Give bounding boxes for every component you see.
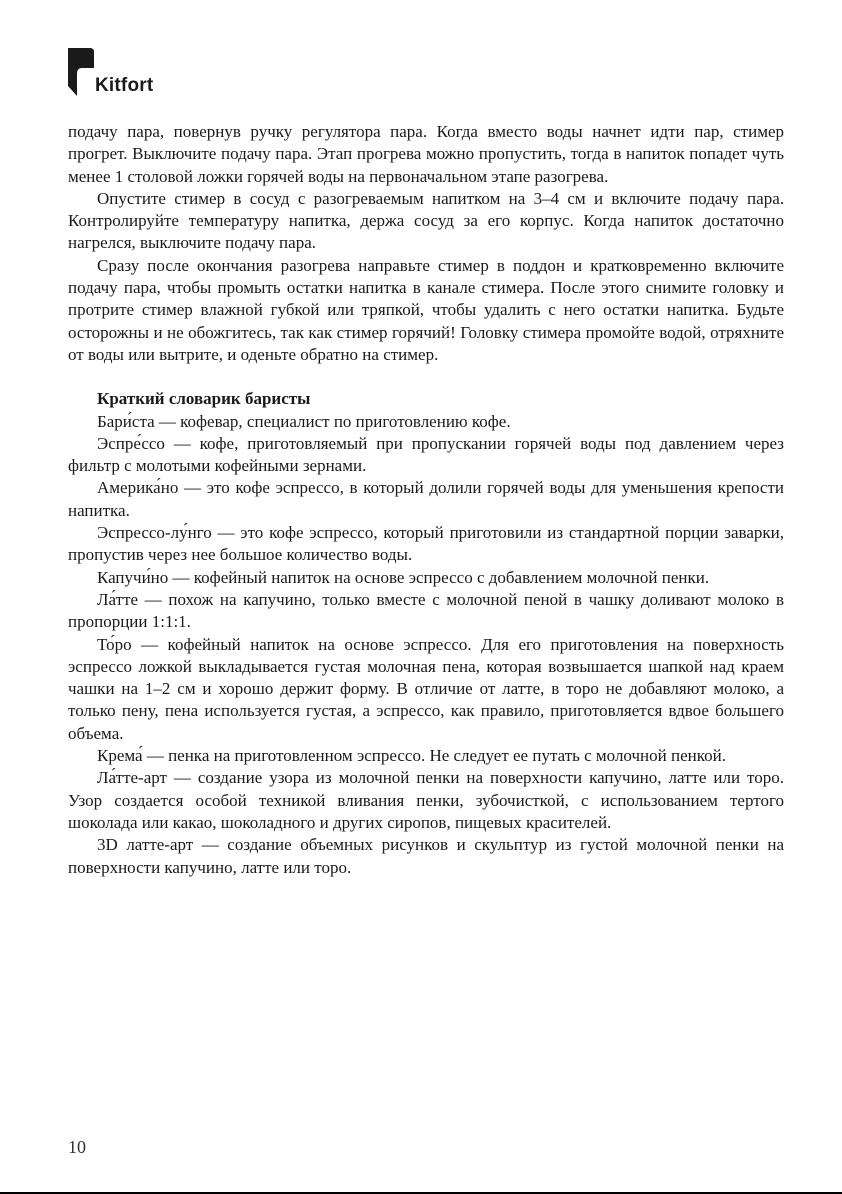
intro-paragraph: Опустите стимер в сосуд с разогреваемым напитком на 3–4 см и включите подачу пара. Контролируйте температуру напитка, держа сосуд за его корпус. Когда напиток достаточно нагрелся, выключите подачу пара.: [68, 188, 784, 253]
glossary-entry: Эспрессо-лу́нго — это кофе эспрессо, который приготовили из стандартной порции заварки, пропустив через нее большое количество воды.: [68, 523, 784, 565]
glossary-entry: Капучи́но — кофейный напиток на основе эспрессо с добавлением молочной пенки.: [97, 567, 710, 587]
brand-logo: [68, 48, 228, 98]
glossary-entry: Америка́но — это кофе эспрессо, в который долили горячей воды для уменьшения крепости напитка.: [68, 478, 784, 520]
glossary-entry: Эспре́ссо — кофе, приготовляемый при пропускании горячей воды под давлением через фильтр с молотыми кофейными зернами.: [68, 433, 784, 476]
glossary-entry: Ла́тте-арт — создание узора из молочной пенки на поверхности капучино, латте или торо. Узор создается особой техникой вливания пенки, зубочисткой, с использованием тертого шоколада или какао, шоколадного и других сиропов, пищевых красителей.: [68, 768, 784, 832]
document-body: [68, 121, 784, 879]
intro-paragraph: Сразу после окончания разогрева направьте стимер в поддон и кратковременно включите подачу пара, чтобы промыть остатки напитка в канале стимера. После этого снимите головку и протрите стимер влажной губкой или тряпкой, чтобы удалить с него остатки напитка. Будьте осторожны и не обожгитесь, так как стимер горячий! Головку стимера промойте водой, отряхните от воды или вытрите, и оденьте обратно на стимер.: [68, 255, 784, 364]
glossary-entry: То́ро — кофейный напиток на основе эспрессо. Для его приготовления на поверхность эспрессо ложкой выкладывается густая молочная пена, которая возвышается шапкой над краем чашки на 1–2 см и хорошо держит форму. В отличие от латте, в торо не добавляют молоко, а только пену, пена используется густая, а эспрессо, как правило, приготовляется вдвое большего объема.: [68, 634, 784, 743]
kitfort-logo-icon: [68, 48, 94, 96]
page-number: 10: [68, 1137, 86, 1157]
intro-paragraph: подачу пара, повернув ручку регулятора пара. Когда вместо воды начнет идти пар, стимер прогрет. Выключите подачу пара. Этап прогрева можно пропустить, тогда в напиток попадет чуть менее 1 столовой ложки горячей воды на первоначальном этапе разогрева.: [68, 122, 784, 186]
brand-name: Kitfort: [95, 75, 154, 96]
glossary-heading: Краткий словарик баристы: [97, 389, 311, 409]
glossary-entry: 3D латте-арт — создание объемных рисунков и скульптур из густой молочной пенки на поверхности капучино, латте или торо.: [68, 835, 784, 877]
glossary-entry: Бари́ста — кофевар, специалист по приготовлению кофе.: [97, 411, 511, 431]
glossary-entry: Ла́тте — похож на капучино, только вместе с молочной пеной в чашку доливают молоко в пропорции 1:1:1.: [68, 589, 784, 632]
glossary-entry: Крема́ — пенка на приготовленном эспрессо. Не следует ее путать с молочной пенкой.: [97, 746, 726, 766]
section-spacer: [68, 366, 784, 388]
